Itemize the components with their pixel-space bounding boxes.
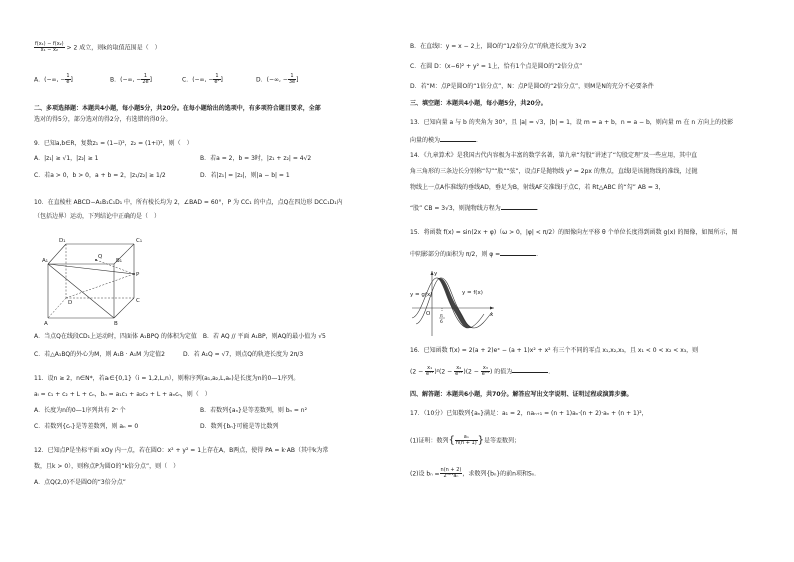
q13-stem-cont: 向量的模为 ． bbox=[410, 137, 483, 144]
q9-option-d: D．若|z₁| = |z₂|，则|a − b| = 1 bbox=[200, 172, 290, 179]
label-a1: A₁ bbox=[42, 258, 48, 264]
q14-line4: “股” CB = 3√3，则抛物线方程为 ． bbox=[410, 205, 543, 212]
g-curve-label: y = g(x) bbox=[410, 292, 433, 298]
tick-pi-label: π bbox=[440, 314, 443, 319]
label-p: P bbox=[136, 272, 140, 278]
q14-answer-blank bbox=[501, 204, 537, 210]
q14-line3: 物线上一点A作准线的垂线AD，垂足为B，射线AF交准线l于点C，若 Rt△ABC 的“勾” AB = 3， bbox=[410, 184, 665, 191]
tick-6-label: 6 bbox=[440, 320, 443, 325]
intro-fraction: $\frac{\text{f(x₁) − f(x₂)}}{\text{x₁ − x₂}}$ bbox=[35, 41, 64, 54]
q11-option-d: D．数列{bₙ}可能是等比数列 bbox=[200, 423, 279, 430]
section2-heading-cont: 选对的得5分，部分选对的得2分，有选错的得0分。 bbox=[34, 116, 172, 123]
q9-option-b: B．若a = 2，b = 3时，|z₁ + z₂| = 4√2 bbox=[200, 155, 312, 162]
sine-graph-figure bbox=[410, 268, 496, 340]
q9-option-c: C．若a > 0，b > 0，a + b = 2，|z₁/z₂| ≥ 1/2 bbox=[34, 172, 166, 179]
q16-answer-blank bbox=[512, 367, 548, 373]
q8-option-b: B．(−∞, − $\frac{1}{2e}$ ] bbox=[110, 73, 152, 86]
q11-option-a: A．长度为n的0—1序列共有 2ⁿ 个 bbox=[34, 407, 126, 414]
q17-part2: (2)设 bₙ = $\frac{n(n + 2)}{\text{2ⁿ⁺¹aₙ}}$ ，求数列{bₙ}的前n项和Sₙ． bbox=[410, 467, 541, 480]
origin-label: O bbox=[426, 311, 431, 317]
q11-option-b: B．若数列{aₙ}是等差数列，则 bₙ = n² bbox=[200, 407, 307, 414]
q8-option-d: D．(−∞, − $\frac{1}{3e}$ ] bbox=[256, 73, 299, 86]
label-q: Q bbox=[98, 254, 103, 260]
q16-stem: 16．已知函数 f(x) = 2(a + 2)eˣ − (a + 1)x² + x² 有三个不同的零点 x₁,x₂,x₃，且 x₁ < 0 < x₂ < x₃，则 bbox=[410, 347, 699, 354]
intro-line: $\frac{\text{f(x₁) − f(x₂)}}{\text{x₁ − x₂}}$ > 2 成立，则k的取值范围是（ ） bbox=[35, 41, 161, 54]
q9-option-a: A．|z₁| ≥ √1，|z₂| ≥ 1 bbox=[34, 155, 99, 162]
q13-stem: 13．已知向量 a 与 b 的夹角为 30°，且 |a| = √3，|b| = 1，设 m = a + b，n = a − b，则向量 m 在 n 方向上的投影 bbox=[410, 119, 734, 126]
q10-stem: 10．在直棱柱 ABCD−A₁B₁C₁D₁ 中，所有棱长均为 2，∠BAD = 60°，P 为 CC₁ 的中点，点Q在四边形 DCC₁D₁内 bbox=[34, 199, 343, 206]
q12-option-b: B．在直线l：y = x − 2上，圆O的“1/2倍分点”的轨迹长度为 3√2 bbox=[410, 43, 587, 50]
q11-option-c: C．若数列{cₙ}是等差数列，则 aₙ = 0 bbox=[34, 423, 139, 430]
q17-stem: 17．（10分）已知数列{aₙ}满足：a₁ = 2，naₙ₊₁ = (n + 1)aₙ·(n + 2)·aₙ + (n + 1)²， bbox=[410, 410, 648, 417]
label-b: B bbox=[114, 321, 118, 326]
label-b1: B₁ bbox=[116, 258, 122, 264]
prism-figure bbox=[42, 234, 152, 326]
q10-option-ab: A．当点Q在线段CD₁上运动时，四面体 A₁BPQ 的体积为定值 B．若 AQ // 平面 A₁BP，则AQ的最小值为 √5 bbox=[34, 333, 326, 340]
q8-option-c: C．(−∞, − $\frac{1}{\text{e²}}$ ] bbox=[182, 73, 223, 86]
q10-option-cd: C．若△A₁BQ的外心为M，则 A₁B · A₁M 为定值2 D．若 A₁Q = √7，则点Q的轨迹长度为 2π/3 bbox=[34, 351, 304, 358]
label-d1: D₁ bbox=[59, 238, 66, 244]
label-d: D bbox=[68, 300, 73, 306]
q14-line2: 角三角形的三条边长分别称“勾”“股”“弦”，设点F是抛物线 y² = 2px 的焦点，直线l是该抛物线的准线，过抛 bbox=[410, 168, 698, 175]
section4-heading: 四、解答题：本题共6小题，共70分。解答应写出文字说明、证明过程或演算步骤。 bbox=[410, 391, 633, 398]
q15-stem-cont: 中阴影部分的面积为 π/2，则 φ = ． bbox=[410, 251, 543, 258]
q10-stem-cont: （包括边界）运动，下列结论中正确的是（ ） bbox=[34, 213, 161, 220]
q12-option-c: C．在圆 D：(x−6)² + y² = 1上，恰有1个点是圆O的“2倍分点” bbox=[410, 63, 583, 70]
q17-part1: (1)证明：数列{ $\frac{\text{aₙ}}{n(n + 1)}$ }是等差数列； bbox=[410, 434, 521, 447]
point-p-dot bbox=[133, 273, 135, 275]
q12-option-d: D．若“M：点P是圆O的“1倍分点”，N：点P是圆O的“2倍分点”，则M是N的充分不必要条件 bbox=[410, 83, 654, 90]
q8-option-a: A．(−∞, − $\frac{1}{e}$ ] bbox=[34, 73, 73, 86]
label-a: A bbox=[44, 321, 48, 326]
label-c: C bbox=[136, 298, 140, 304]
q15-answer-blank bbox=[500, 250, 536, 256]
section2-heading: 二、多项选择题：本题共4小题，每小题5分，共20分。在每小题给出的选项中，有多项符合题目要求，全部 bbox=[34, 105, 321, 112]
q11-stem-cont: aᵢ = c₁ + c₂ + L + cₙ，bₙ = a₁c₁ + a₂c₂ + L + aₙcₙ，则（ ） bbox=[34, 391, 211, 398]
x-axis-arrow bbox=[490, 307, 494, 310]
point-q-dot bbox=[95, 259, 97, 261]
q11-stem: 11．设n ≥ 2，n∈N*，若aᵢ∈{0,1}（i = 1,2,L,n），则称序列(a₁,a₂,L,aₙ)是长度为n的0—1序列。 bbox=[34, 375, 300, 382]
q16-expression: (2 − $\frac{\text{x₁}}{\text{eˣ¹}}$ )²(2 − $\frac{\text{x₂}}{\text{eˣ²}}$ )(2 − $\frac{\text{x₃}}{\text{eˣ³}}$ ) 的值为 ． bbox=[410, 365, 555, 378]
q13-answer-blank bbox=[440, 136, 476, 142]
x-axis-label: x bbox=[490, 312, 494, 318]
q12-stem: 12．已知点P是坐标平面 xOy 内一点，若在圆O：x² + y² = 1上存在A，B两点，使得 PA = k·AB（其中k为常 bbox=[34, 447, 329, 454]
f-curve-label: y = f(x) bbox=[462, 290, 483, 296]
q12-option-a: A．点Q(2,0)不是圆O的“3倍分点” bbox=[34, 479, 126, 486]
q14-stem: 14．《九章算术》是我国古代内容极为丰富的数学名著，第九章“勾股”讲述了“勾股定理”及一些应用，其中直 bbox=[410, 152, 698, 159]
q15-stem: 15．将函数 f(x) = sin(2x + φ)（ω > 0，|φ| < π/2）的图像向左平移 θ 个单位长度得到函数 g(x) 的图像，如图所示，图 bbox=[410, 229, 738, 236]
y-axis-label: y bbox=[434, 271, 438, 277]
label-c1: C₁ bbox=[136, 238, 143, 244]
q9-stem: 9．已知a,b∈R，复数z₁ = (1−i)²，z₂ = (1+i)²，则（ ） bbox=[34, 140, 193, 147]
section3-heading: 三、填空题：本题共4小题，每小题5分，共20分。 bbox=[410, 100, 547, 107]
q12-stem-cont: 数，且k > 0），则称点P为圆O的“k倍分点”，则（ ） bbox=[34, 463, 180, 470]
